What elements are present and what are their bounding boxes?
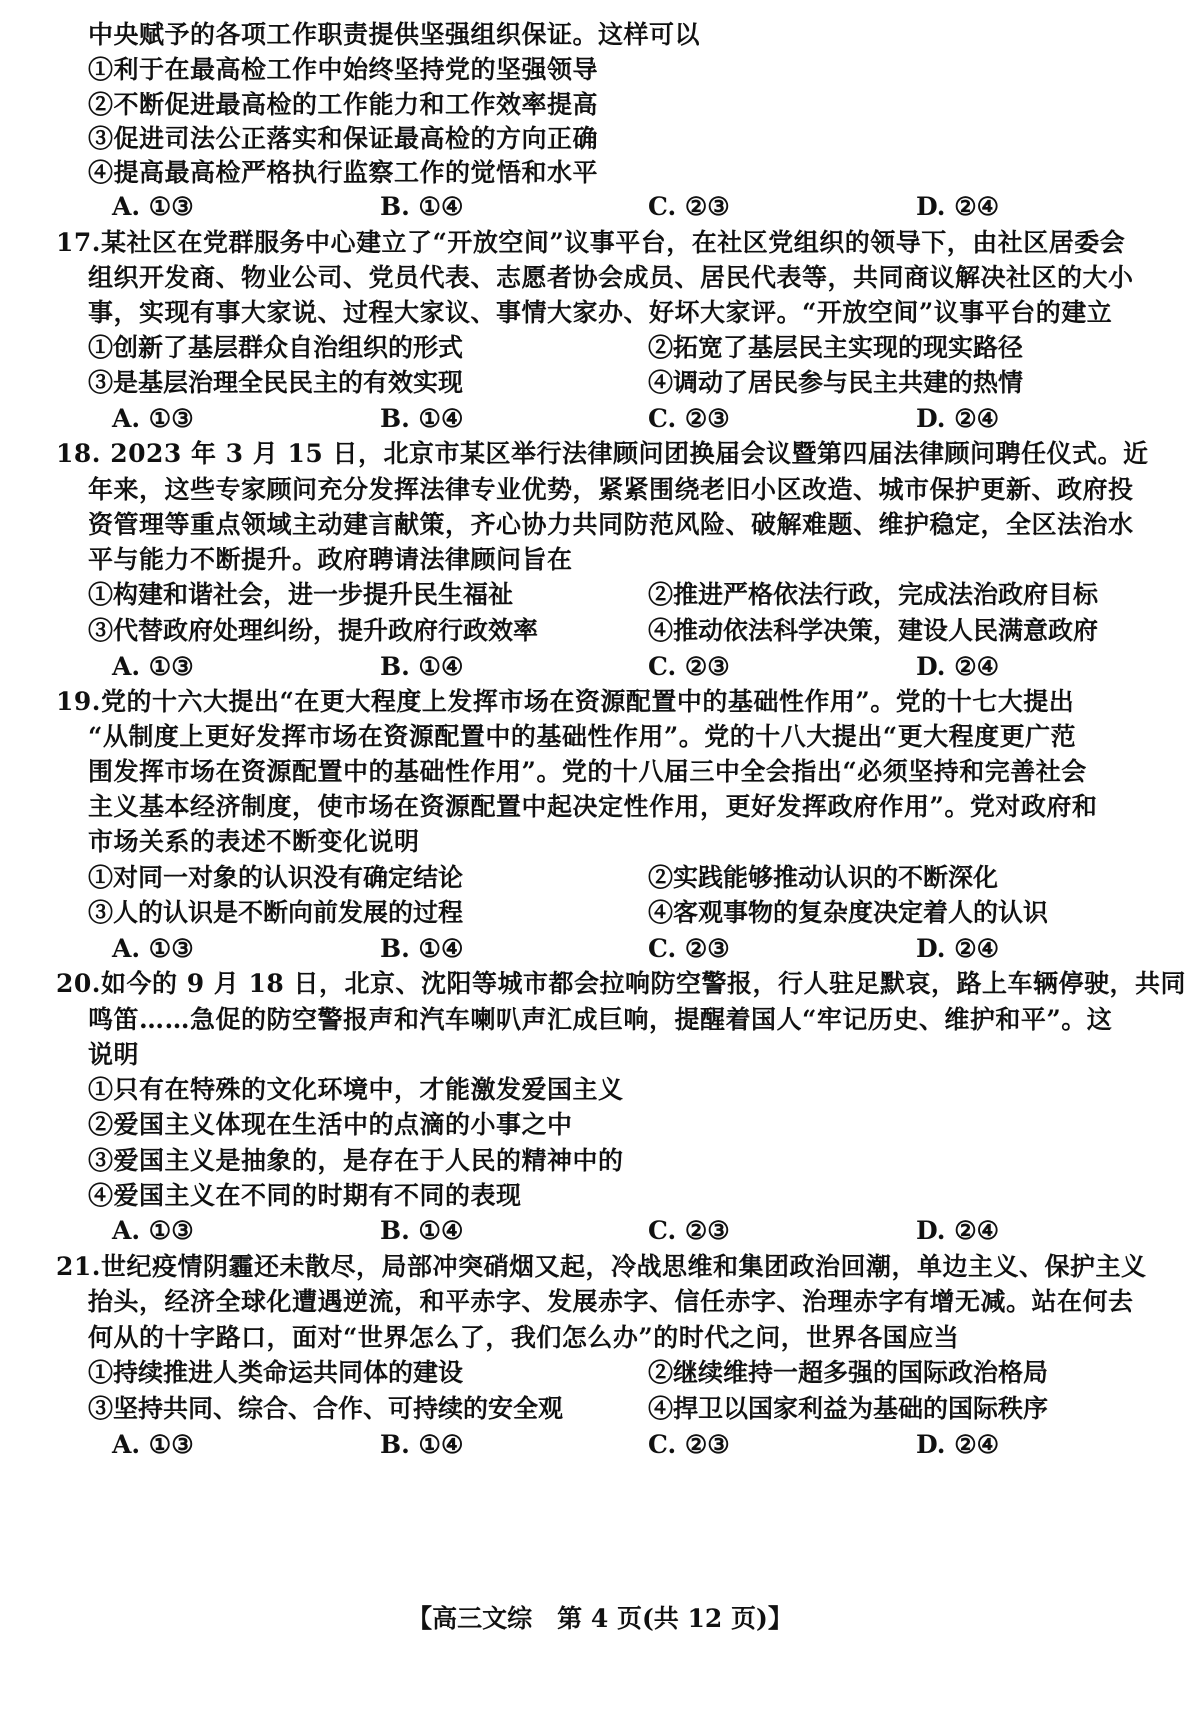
q20-stem-line: 说明 [88,1040,140,1069]
q17-choice-c: C. ②③ [648,404,730,433]
q18-choice-a: A. ①③ [112,652,194,681]
q18-item-2: ②推进严格依法行政，完成法治政府目标 [648,580,1099,609]
q17-choice-a: A. ①③ [112,404,194,433]
q18-stem-line: 18. 2023 年 3 月 15 日，北京市某区举行法律顾问团换届会议暨第四届法律顾问聘任仪式。近 [56,439,1149,468]
q21-choice-a: A. ①③ [112,1430,194,1459]
q17-item-2: ②拓宽了基层民主实现的现实路径 [648,333,1024,362]
q19-choice-d: D. ②④ [916,934,1000,963]
q18-stem-line: 资管理等重点领域主动建言献策，齐心协力共同防范风险、破解难题、维护稳定，全区法治水 [88,510,1134,539]
q21-item-2: ②继续维持一超多强的国际政治格局 [648,1358,1049,1387]
page-footer: 【高三文综 第 4 页(共 12 页)】 [407,1604,793,1633]
q21-stem-line: 抬头，经济全球化遭遇逆流，和平赤字、发展赤字、信任赤字、治理赤字有增无减。站在何去 [88,1287,1134,1316]
q16-choice-c: C. ②③ [648,192,730,221]
q19-choice-b: B. ①④ [380,934,464,963]
q16-stem-line: 中央赋予的各项工作职责提供坚强组织保证。这样可以 [88,20,701,49]
q18-item-3: ③代替政府处理纠纷，提升政府行政效率 [88,616,539,645]
q16-item-4: ④提高最高检严格执行监察工作的觉悟和水平 [88,158,599,187]
q20-stem-line: 20.如今的 9 月 18 日，北京、沈阳等城市都会拉响防空警报，行人驻足默哀，路上车辆停驶，共同 [56,969,1186,998]
q21-stem-line: 何从的十字路口，面对“世界怎么了，我们怎么办”的时代之问，世界各国应当 [88,1323,960,1352]
q19-stem-line: “从制度上更好发挥市场在资源配置中的基础性作用”。党的十八大提出“更大程度更广范 [88,722,1077,751]
q20-stem-line: 鸣笛……急促的防空警报声和汽车喇叭声汇成巨响，提醒着国人“牢记历史、维护和平”。这 [88,1005,1113,1034]
q19-stem-line: 市场关系的表述不断变化说明 [88,827,420,856]
q17-item-1: ①创新了基层群众自治组织的形式 [88,333,464,362]
q18-choice-b: B. ①④ [380,652,464,681]
q19-choice-a: A. ①③ [112,934,194,963]
q20-item-4: ④爱国主义在不同的时期有不同的表现 [88,1181,522,1210]
q21-item-3: ③坚持共同、综合、合作、可持续的安全观 [88,1394,564,1423]
q20-item-2: ②爱国主义体现在生活中的点滴的小事之中 [88,1110,573,1139]
q21-choice-d: D. ②④ [916,1430,1000,1459]
q21-choice-b: B. ①④ [380,1430,464,1459]
q18-choice-c: C. ②③ [648,652,730,681]
q21-item-4: ④捍卫以国家利益为基础的国际秩序 [648,1394,1049,1423]
q20-choice-d: D. ②④ [916,1216,1000,1245]
q17-stem-line: 组织开发商、物业公司、党员代表、志愿者协会成员、居民代表等，共同商议解决社区的大小 [88,263,1134,292]
q17-stem-line: 事，实现有事大家说、过程大家议、事情大家办、好坏大家评。“开放空间”议事平台的建立 [88,298,1113,327]
q17-choice-d: D. ②④ [916,404,1000,433]
q19-item-2: ②实践能够推动认识的不断深化 [648,863,999,892]
q21-item-1: ①持续推进人类命运共同体的建设 [88,1358,464,1387]
q19-item-1: ①对同一对象的认识没有确定结论 [88,863,464,892]
q19-stem-line: 19.党的十六大提出“在更大程度上发挥市场在资源配置中的基础性作用”。党的十七大提出 [56,687,1075,716]
q19-stem-line: 主义基本经济制度，使市场在资源配置中起决定性作用，更好发挥政府作用”。党对政府和 [88,792,1098,821]
q19-item-4: ④客观事物的复杂度决定着人的认识 [648,898,1049,927]
q21-choice-c: C. ②③ [648,1430,730,1459]
q17-choice-b: B. ①④ [380,404,464,433]
q16-item-2: ②不断促进最高检的工作能力和工作效率提高 [88,90,599,119]
q20-item-3: ③爱国主义是抽象的，是存在于人民的精神中的 [88,1146,624,1175]
q18-stem-line: 年来，这些专家顾问充分发挥法律专业优势，紧紧围绕老旧小区改造、城市保护更新、政府投 [88,475,1134,504]
q17-item-3: ③是基层治理全民民主的有效实现 [88,368,464,397]
q20-choice-c: C. ②③ [648,1216,730,1245]
q19-choice-c: C. ②③ [648,934,730,963]
q16-choice-a: A. ①③ [112,192,194,221]
q18-item-4: ④推动依法科学决策，建设人民满意政府 [648,616,1099,645]
q18-stem-line: 平与能力不断提升。政府聘请法律顾问旨在 [88,545,573,574]
q18-item-1: ①构建和谐社会，进一步提升民生福祉 [88,580,514,609]
q20-item-1: ①只有在特殊的文化环境中，才能激发爱国主义 [88,1075,624,1104]
q16-item-1: ①利于在最高检工作中始终坚持党的坚强领导 [88,55,599,84]
q19-stem-line: 围发挥市场在资源配置中的基础性作用”。党的十八届三中全会指出“必须坚持和完善社会 [88,757,1087,786]
q18-choice-d: D. ②④ [916,652,1000,681]
q16-item-3: ③促进司法公正落实和保证最高检的方向正确 [88,124,599,153]
q16-choice-b: B. ①④ [380,192,464,221]
q19-item-3: ③人的认识是不断向前发展的过程 [88,898,464,927]
q20-choice-a: A. ①③ [112,1216,194,1245]
q17-item-4: ④调动了居民参与民主共建的热情 [648,368,1024,397]
q16-choice-d: D. ②④ [916,192,1000,221]
q17-stem-line: 17.某社区在党群服务中心建立了“开放空间”议事平台，在社区党组织的领导下，由社区居委会 [56,228,1126,257]
q20-choice-b: B. ①④ [380,1216,464,1245]
q21-stem-line: 21.世纪疫情阴霾还未散尽，局部冲突硝烟又起，冷战思维和集团政治回潮，单边主义、保护主义 [56,1252,1147,1281]
